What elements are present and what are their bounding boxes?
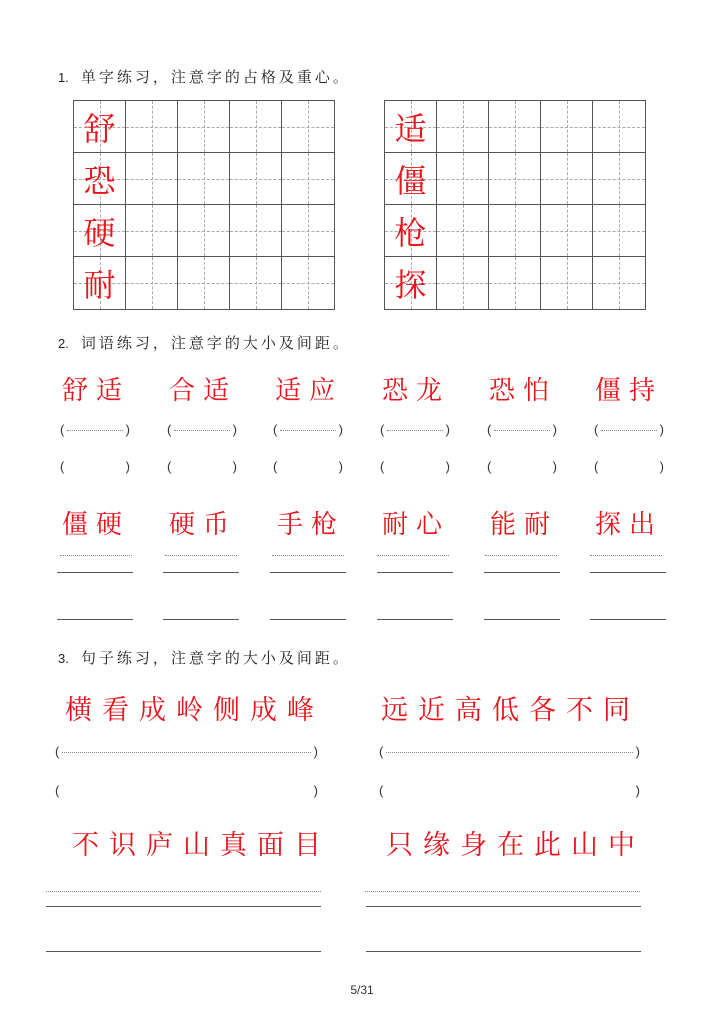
paren-open: ( — [55, 783, 60, 798]
grid-cell[interactable] — [230, 205, 282, 257]
grid-cell[interactable] — [178, 153, 230, 205]
answer-field[interactable] — [380, 459, 450, 475]
paren-open: ( — [55, 744, 60, 759]
dotted-guide — [494, 430, 550, 431]
writing-line[interactable] — [163, 619, 239, 620]
paren-close: ) — [552, 459, 557, 474]
section-number: 3. — [58, 651, 69, 666]
answer-field[interactable] — [167, 459, 237, 475]
dotted-guide — [601, 430, 657, 431]
grid-cell[interactable] — [282, 153, 334, 205]
grid-cell[interactable] — [282, 257, 334, 309]
section-1-title — [58, 66, 351, 87]
paren-open: ( — [487, 422, 492, 437]
grid-cell[interactable] — [489, 101, 541, 153]
paren-close: ) — [125, 459, 130, 474]
paren-close: ) — [313, 783, 318, 798]
dotted-guide — [62, 752, 311, 753]
section-3-title — [58, 647, 351, 668]
writing-line[interactable] — [484, 572, 560, 573]
grid-cell[interactable] — [437, 257, 489, 309]
writing-line[interactable] — [377, 572, 453, 573]
paren-close: ) — [445, 422, 450, 437]
answer-field[interactable] — [379, 783, 640, 799]
writing-line[interactable] — [484, 619, 560, 620]
grid-cell[interactable] — [437, 153, 489, 205]
grid-cell — [74, 257, 126, 309]
grid-cell[interactable] — [126, 101, 178, 153]
paren-open: ( — [487, 459, 492, 474]
section-title-text: 句子练习，注意字的大小及间距。 — [80, 649, 351, 667]
grid-cell[interactable] — [282, 101, 334, 153]
answer-field[interactable] — [487, 459, 557, 475]
practice-word: 僵硬 — [62, 510, 131, 540]
dotted-guide — [386, 752, 633, 753]
writing-line[interactable] — [270, 619, 346, 620]
grid-cell[interactable] — [178, 101, 230, 153]
dotted-guide — [280, 430, 336, 431]
dotted-guide — [174, 430, 230, 431]
dotted-guide-line — [165, 555, 237, 556]
section-title-text: 单字练习，注意字的占格及重心。 — [80, 68, 351, 86]
grid-cell[interactable] — [489, 153, 541, 205]
pinyin-answer-field[interactable] — [380, 422, 450, 438]
paren-close: ) — [445, 459, 450, 474]
pinyin-answer-field[interactable] — [60, 422, 130, 438]
grid-cell — [74, 153, 126, 205]
grid-cell[interactable] — [230, 153, 282, 205]
paren-close: ) — [635, 783, 640, 798]
model-character: 枪 — [394, 213, 427, 252]
tianzige-grid-left — [73, 100, 335, 310]
answer-field[interactable] — [55, 783, 318, 799]
model-character: 硬 — [83, 213, 116, 252]
writing-line[interactable] — [163, 572, 239, 573]
grid-cell — [385, 205, 437, 257]
grid-cell[interactable] — [178, 205, 230, 257]
grid-cell — [385, 153, 437, 205]
paren-close: ) — [232, 459, 237, 474]
pinyin-answer-field[interactable] — [487, 422, 557, 438]
grid-cell[interactable] — [282, 205, 334, 257]
model-character: 僵 — [394, 161, 427, 200]
model-character: 舒 — [83, 109, 116, 148]
writing-line[interactable] — [270, 572, 346, 573]
page-number: 5/31 — [350, 983, 374, 997]
paren-open: ( — [380, 422, 385, 437]
grid-cell[interactable] — [126, 153, 178, 205]
paren-open: ( — [60, 422, 65, 437]
grid-cell[interactable] — [489, 205, 541, 257]
practice-sentence: 远近高低各不同 — [381, 695, 640, 726]
grid-cell[interactable] — [541, 101, 593, 153]
paren-close: ) — [659, 459, 664, 474]
paren-close: ) — [635, 744, 640, 759]
paren-close: ) — [659, 422, 664, 437]
paren-open: ( — [594, 422, 599, 437]
section-title-text: 词语练习，注意字的大小及间距。 — [80, 334, 351, 352]
paren-open: ( — [273, 459, 278, 474]
writing-line[interactable] — [57, 619, 133, 620]
writing-line[interactable] — [377, 619, 453, 620]
grid-cell[interactable] — [593, 101, 645, 153]
grid-cell[interactable] — [230, 257, 282, 309]
grid-cell — [74, 205, 126, 257]
grid-cell[interactable] — [593, 257, 645, 309]
answer-field[interactable] — [60, 459, 130, 475]
model-character: 适 — [394, 109, 427, 148]
grid-cell[interactable] — [230, 101, 282, 153]
writing-line[interactable] — [590, 619, 666, 620]
grid-cell[interactable] — [126, 205, 178, 257]
dotted-guide — [67, 430, 123, 431]
pinyin-answer-field[interactable] — [167, 422, 237, 438]
paren-open: ( — [594, 459, 599, 474]
practice-word: 合适 — [169, 376, 238, 406]
paren-open: ( — [380, 459, 385, 474]
dotted-guide — [387, 430, 443, 431]
paren-open: ( — [167, 459, 172, 474]
writing-line[interactable] — [57, 572, 133, 573]
section-number: 2. — [58, 336, 69, 351]
grid-cell — [385, 101, 437, 153]
grid-cell[interactable] — [541, 205, 593, 257]
practice-word: 手枪 — [277, 510, 346, 540]
model-character: 探 — [394, 266, 427, 304]
practice-word: 舒适 — [62, 376, 131, 406]
writing-line[interactable] — [46, 906, 321, 907]
paren-open: ( — [273, 422, 278, 437]
section-2-title — [58, 332, 351, 353]
paren-close: ) — [552, 422, 557, 437]
dotted-guide-line — [60, 555, 132, 556]
practice-word: 硬币 — [169, 510, 238, 540]
pinyin-answer-field[interactable] — [379, 744, 640, 760]
practice-word: 耐心 — [382, 510, 451, 540]
tianzige-grid-right — [384, 100, 646, 310]
practice-sentence: 只缘身在此山中 — [386, 830, 645, 861]
grid-cell — [385, 257, 437, 309]
answer-field[interactable] — [594, 459, 664, 475]
grid-cell[interactable] — [126, 257, 178, 309]
answer-field[interactable] — [273, 459, 343, 475]
writing-line[interactable] — [590, 572, 666, 573]
paren-close: ) — [232, 422, 237, 437]
paren-close: ) — [338, 422, 343, 437]
paren-close: ) — [125, 422, 130, 437]
paren-open: ( — [379, 744, 384, 759]
paren-close: ) — [338, 459, 343, 474]
model-character: 恐 — [83, 161, 116, 200]
practice-word: 适应 — [275, 376, 344, 406]
grid-cell[interactable] — [489, 257, 541, 309]
dotted-guide-line — [272, 555, 344, 556]
grid-cell[interactable] — [593, 205, 645, 257]
paren-open: ( — [379, 783, 384, 798]
writing-line[interactable] — [366, 951, 641, 952]
grid-cell[interactable] — [541, 153, 593, 205]
practice-sentence: 不识庐山真面目 — [72, 830, 331, 861]
dotted-guide-line — [377, 555, 449, 556]
practice-word: 探出 — [595, 510, 664, 540]
dotted-guide-line — [46, 891, 321, 892]
practice-word: 恐怕 — [489, 376, 558, 406]
paren-open: ( — [167, 422, 172, 437]
section-number: 1. — [58, 70, 69, 85]
practice-word: 僵持 — [595, 376, 664, 406]
pinyin-answer-field[interactable] — [55, 744, 318, 760]
paren-close: ) — [313, 744, 318, 759]
grid-cell[interactable] — [437, 101, 489, 153]
practice-word: 恐龙 — [382, 376, 451, 406]
grid-cell[interactable] — [178, 257, 230, 309]
pinyin-answer-field[interactable] — [273, 422, 343, 438]
dotted-guide-line — [590, 555, 662, 556]
grid-cell[interactable] — [437, 205, 489, 257]
pinyin-answer-field[interactable] — [594, 422, 664, 438]
dotted-guide-line — [485, 555, 557, 556]
practice-sentence: 横看成岭侧成峰 — [65, 695, 324, 726]
dotted-guide-line — [365, 891, 640, 892]
paren-open: ( — [60, 459, 65, 474]
grid-cell[interactable] — [541, 257, 593, 309]
writing-line[interactable] — [46, 951, 321, 952]
writing-line[interactable] — [366, 906, 641, 907]
practice-word: 能耐 — [490, 510, 559, 540]
grid-cell[interactable] — [593, 153, 645, 205]
model-character: 耐 — [83, 266, 116, 304]
grid-cell — [74, 101, 126, 153]
